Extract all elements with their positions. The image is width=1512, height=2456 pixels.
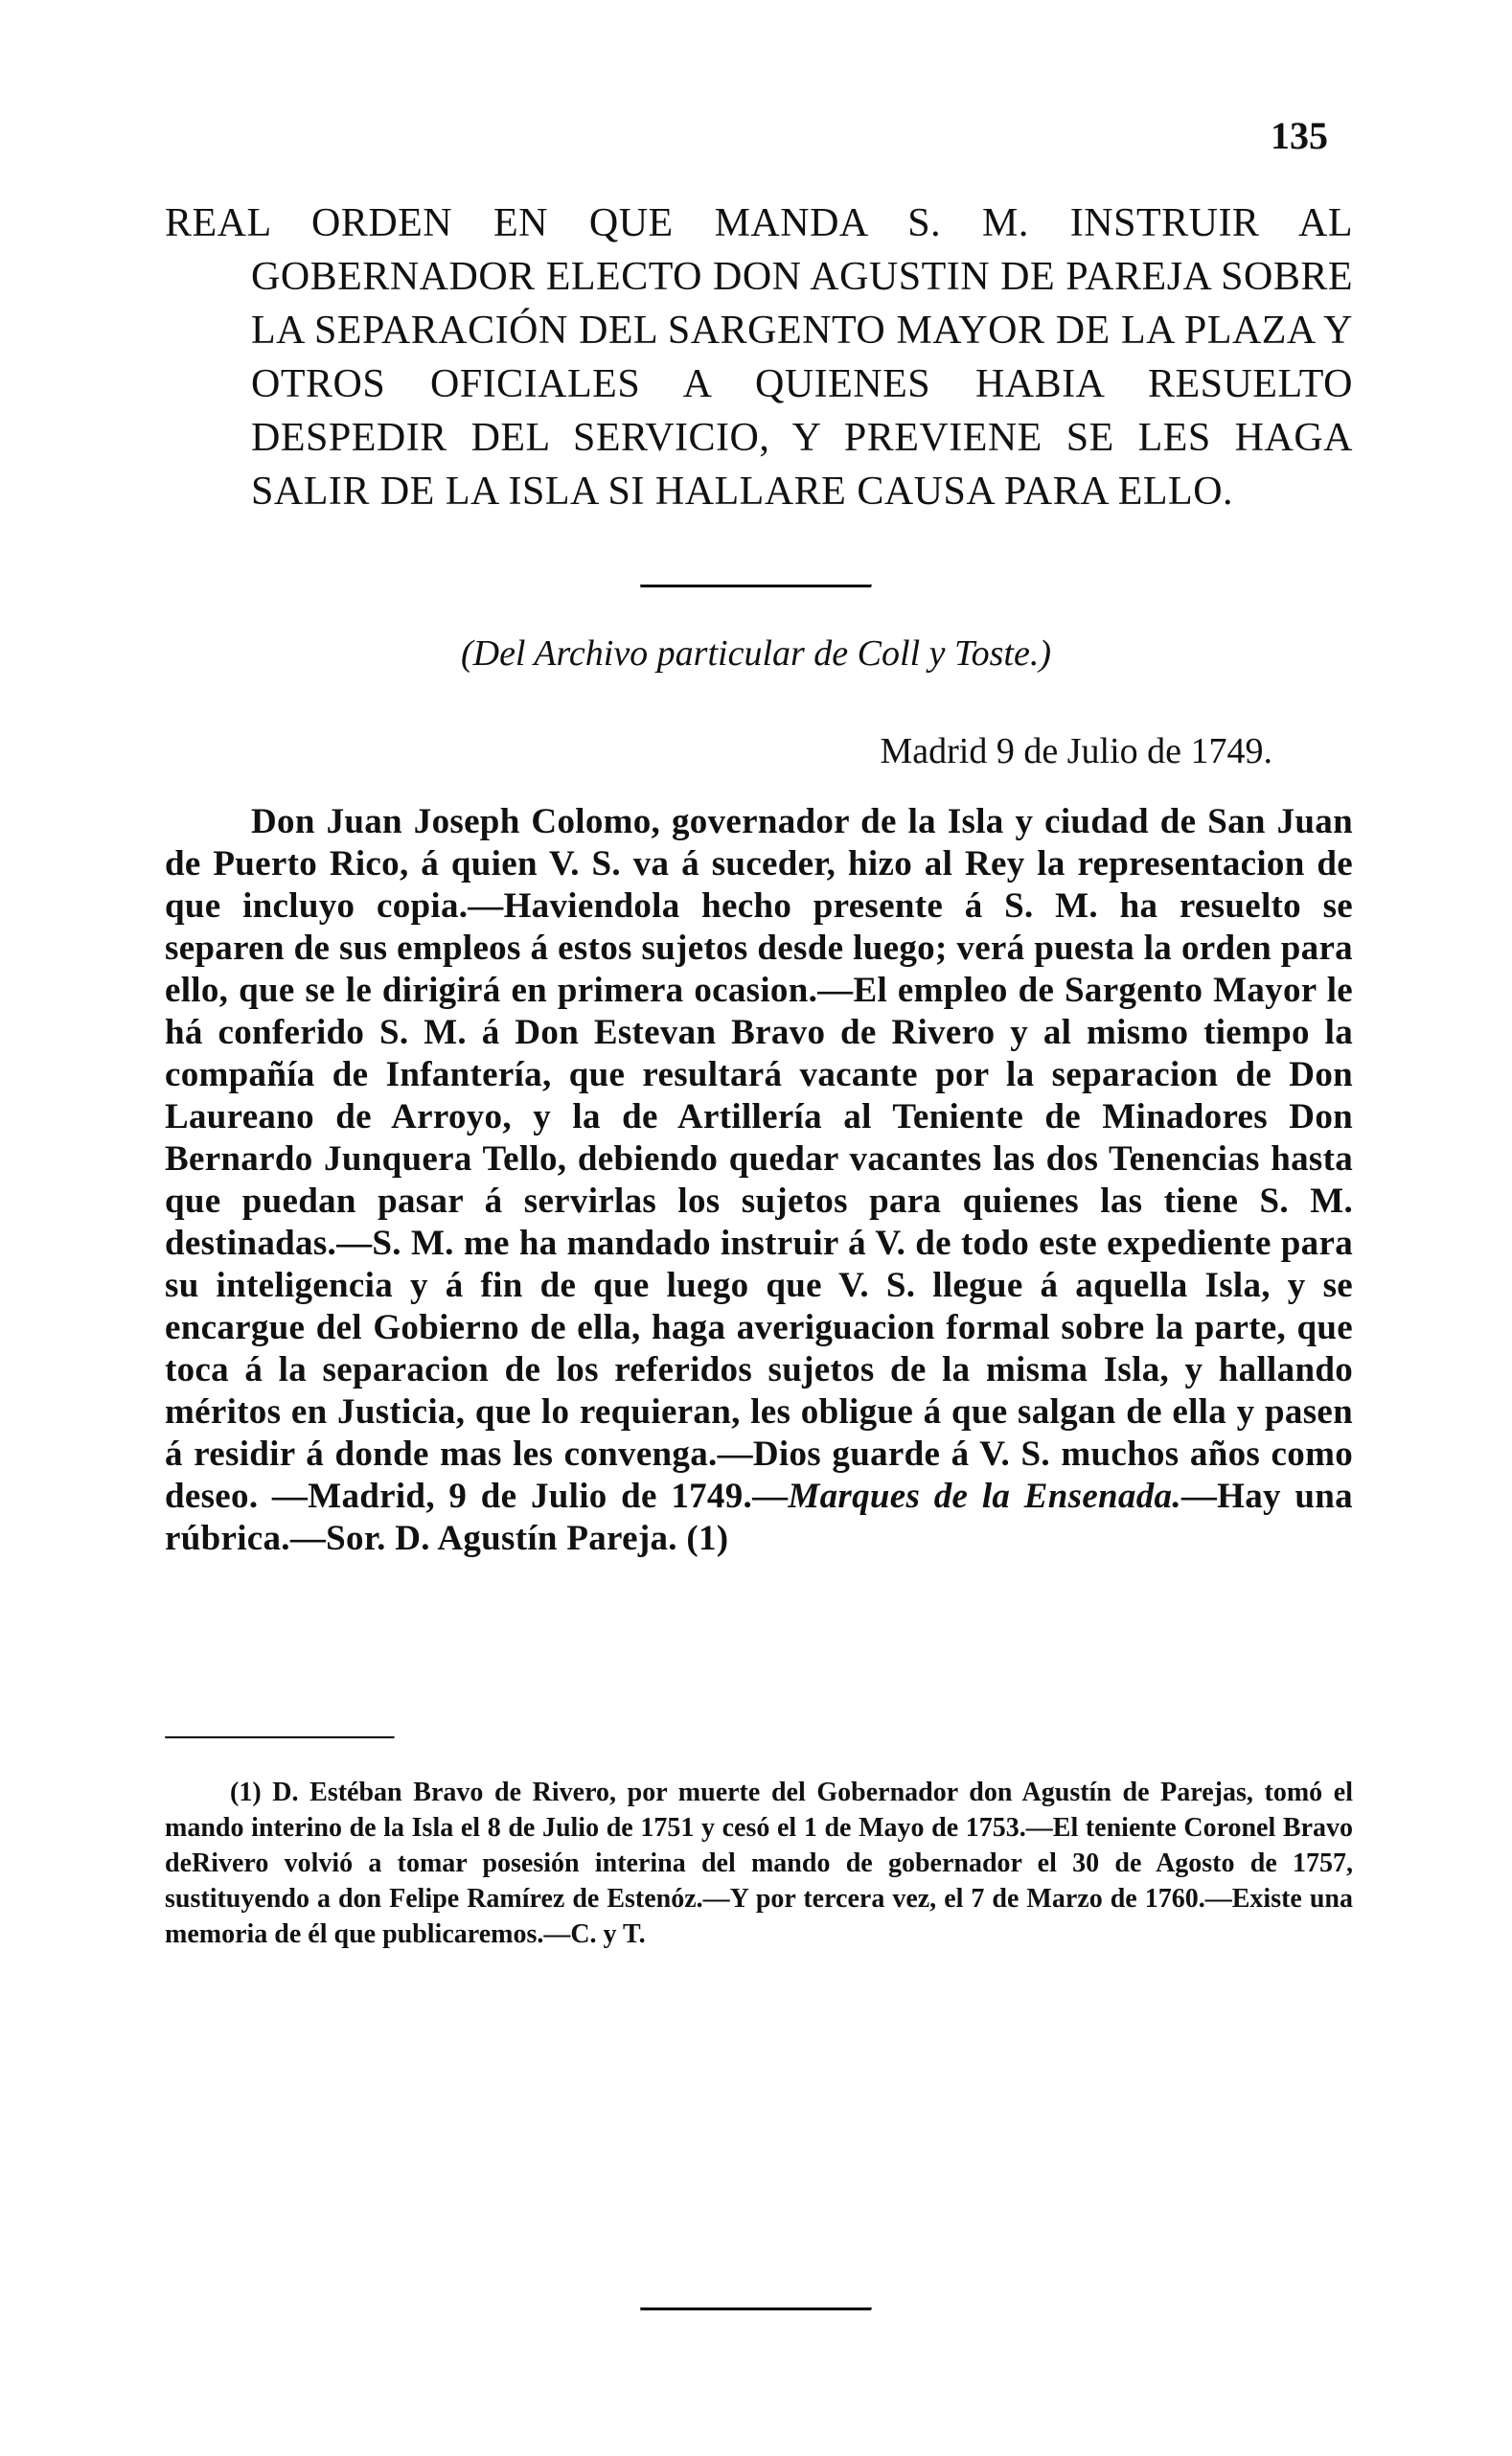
letter-body-main: Don Juan Joseph Colomo, governador de la Isla y ciudad de San Juan de Puerto Rico, á quien V. S. va á suceder, hizo al Rey la representacion de que incluyo copia.—Haviendola hecho presente á S. M. ha resuelto se separen de sus empleos á estos sujetos desde luego; verá puesta la orden para ello, que se le dirigirá en primera ocasion.—El empleo de Sargento Mayor le há conferido S. M. á Don Estevan Bravo de Rivero y al mismo tiempo la compañía de Infantería, que resultará vacante por la separacion de Don Laureano de Arroyo, y la de Artillería al Teniente de Minadores Don Bernardo Junquera Tello, debiendo quedar vacantes las dos Tenencias hasta que puedan pasar á servirlas los sujetos para quienes las tiene S. M. destinadas.—S. M. me ha mandado instruir á V. de todo este expediente para su inteligencia y á fin de que luego que V. S. llegue á aquella Isla, y se encargue del Gobierno de ella, haga averiguacion formal sobre la parte, que toca á la separacion de los referidos sujetos de la misma Isla, y hallando méritos en Justicia, que lo requieran, les obligue á que salgan de ella y pasen á residir á donde mas les convenga.—Dios guarde á V. S. muchos años como deseo. —Madrid, 9 de Julio de 1749.— [165, 802, 1353, 1516]
section-divider [640, 585, 872, 588]
document-heading [165, 196, 1353, 518]
footnote: (1) D. Estéban Bravo de Rivero, por muerte del Gobernador don Agustín de Parejas, tomó el mando interino de la Isla el 8 de Julio de 1751 y cesó el 1 de Mayo de 1753.—El teniente Coronel Bravo deRivero volvió a tomar posesión interina del mando de gobernador el 30 de Agosto de 1757, sustituyendo a don Felipe Ramírez de Estenóz.—Y por tercera vez, el 7 de Marzo de 1760.—Existe una memoria de él que publicaremos.—C. y T. [165, 1778, 1353, 1949]
letter-date: Madrid 9 de Julio de 1749. [880, 731, 1272, 771]
letter-signer: Marques de la Ensenada. [788, 1477, 1181, 1516]
heading-text: REAL ORDEN EN QUE MANDA S. M. INSTRUIR AL GOBERNADOR ELECTO DON AGUSTIN DE PAREJA SOBRE LA SEPARACIÓN DEL SARGENTO MAYOR DE LA PLAZA Y OTROS OFICIALES A QUIENES HABIA RESUELTO DESPEDIR DEL SERVICIO, Y PREVIENE SE LES HAGA SALIR DE LA ISLA SI HALLARE CAUSA PARA ELLO. [165, 201, 1353, 514]
source-citation: (Del Archivo particular de Coll y Toste.) [460, 633, 1052, 674]
letter-body [165, 801, 1353, 1560]
end-divider [640, 2307, 872, 2311]
page-number: 135 [1271, 114, 1328, 157]
letter-closing: —Hay una rúbrica.—Sor. D. Agustín Pareja. (1) [165, 1477, 1353, 1558]
footnote-divider [165, 1736, 395, 1739]
